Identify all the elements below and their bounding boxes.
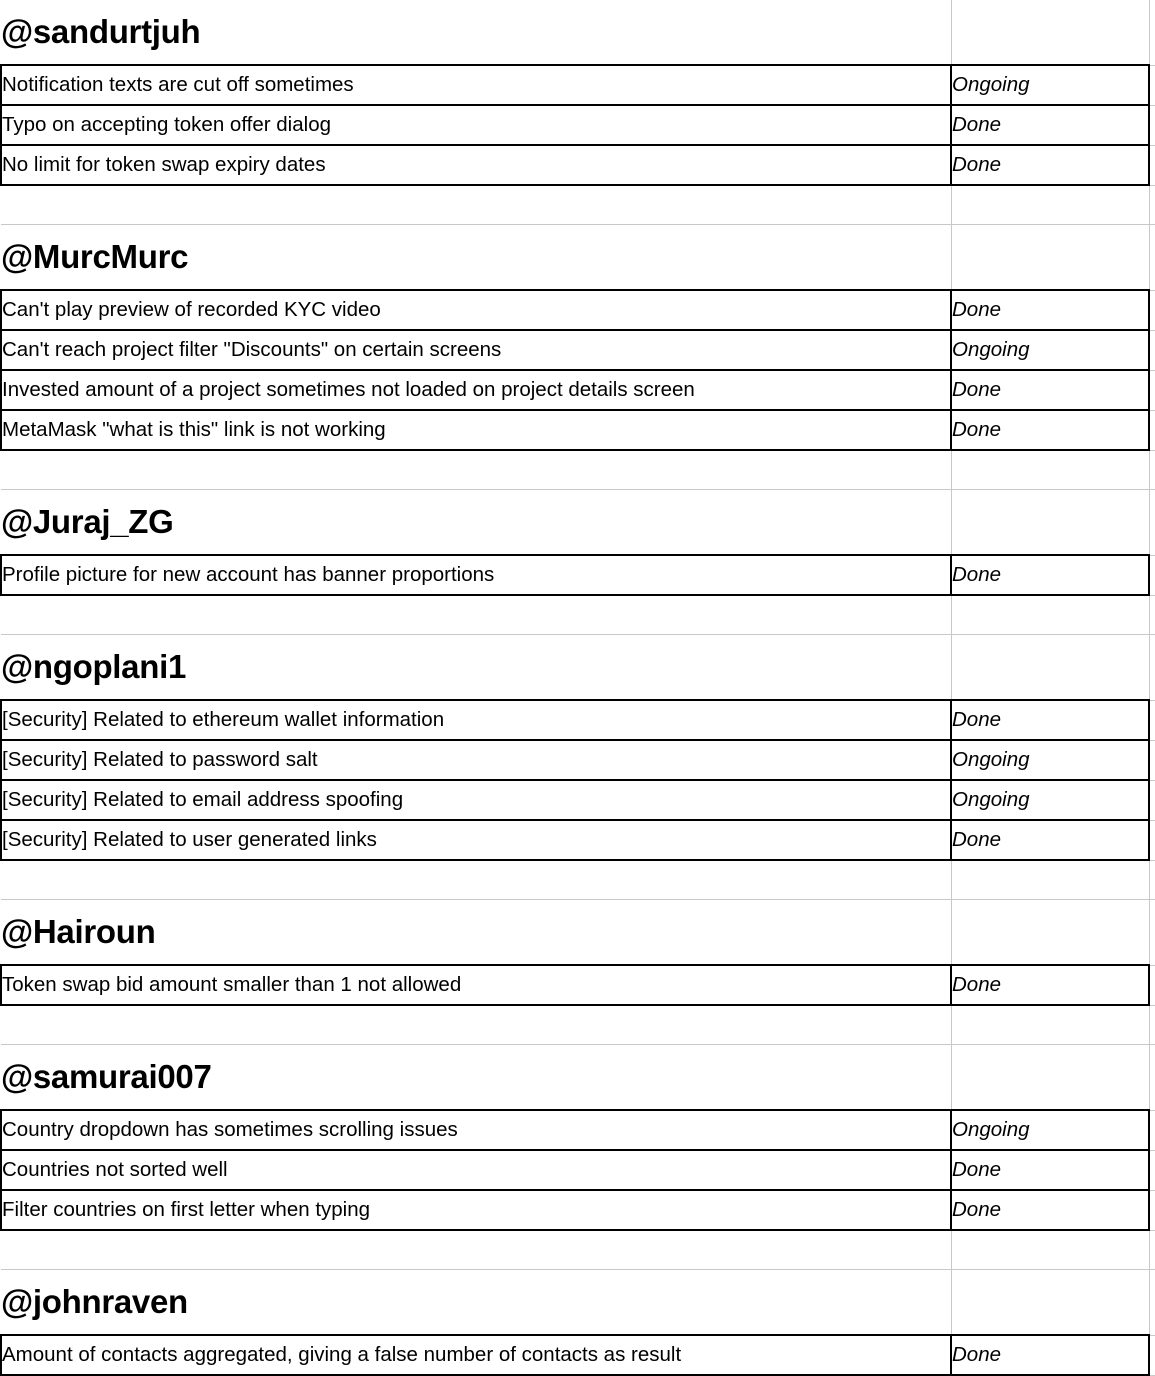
section-header-status-cell	[951, 1045, 1149, 1111]
row-tail-cell	[1149, 290, 1155, 330]
section-header-tail-cell	[1149, 635, 1155, 701]
table-row[interactable]	[1, 105, 1155, 145]
table-row[interactable]	[1, 1110, 1155, 1150]
spacer-cell	[1, 595, 951, 635]
row-tail-cell	[1149, 740, 1155, 780]
spacer-cell-status	[951, 450, 1149, 490]
status-badge[interactable]: Done	[951, 145, 1149, 185]
section-header-tail-cell	[1149, 225, 1155, 291]
issue-label[interactable]: Typo on accepting token offer dialog	[1, 105, 951, 145]
status-badge[interactable]: Ongoing	[951, 330, 1149, 370]
spacer-cell-tail	[1149, 1230, 1155, 1270]
section-header-status-cell	[951, 0, 1149, 65]
table-row[interactable]	[1, 700, 1155, 740]
spacer-row	[1, 185, 1155, 225]
section-header-row	[1, 490, 1155, 556]
status-badge[interactable]: Done	[951, 370, 1149, 410]
status-badge[interactable]: Done	[951, 700, 1149, 740]
spacer-row	[1, 1005, 1155, 1045]
row-tail-cell	[1149, 555, 1155, 595]
table-row[interactable]	[1, 965, 1155, 1005]
table-row[interactable]	[1, 820, 1155, 860]
section-header-tail-cell	[1149, 1045, 1155, 1111]
section-header-row	[1, 1270, 1155, 1336]
status-badge[interactable]: Done	[951, 105, 1149, 145]
spacer-cell-tail	[1149, 595, 1155, 635]
issue-label[interactable]: [Security] Related to ethereum wallet information	[1, 700, 951, 740]
row-tail-cell	[1149, 1335, 1155, 1375]
issue-label[interactable]: Can't reach project filter "Discounts" on certain screens	[1, 330, 951, 370]
section-header-tail-cell	[1149, 0, 1155, 65]
table-row[interactable]	[1, 65, 1155, 105]
issue-label[interactable]: [Security] Related to password salt	[1, 740, 951, 780]
section-user-label: @ngoplani1	[1, 635, 951, 701]
status-badge[interactable]: Done	[951, 1150, 1149, 1190]
section-user-label: @Juraj_ZG	[1, 490, 951, 556]
table-row[interactable]	[1, 1335, 1155, 1375]
status-badge[interactable]: Done	[951, 1335, 1149, 1375]
issue-label[interactable]: Amount of contacts aggregated, giving a false number of contacts as result	[1, 1335, 951, 1375]
status-badge[interactable]: Done	[951, 410, 1149, 450]
spacer-cell	[1, 185, 951, 225]
table-row[interactable]	[1, 410, 1155, 450]
issue-label[interactable]: [Security] Related to user generated links	[1, 820, 951, 860]
section-header-tail-cell	[1149, 490, 1155, 556]
status-badge[interactable]: Done	[951, 555, 1149, 595]
row-tail-cell	[1149, 330, 1155, 370]
status-badge[interactable]: Done	[951, 965, 1149, 1005]
table-row[interactable]	[1, 145, 1155, 185]
row-tail-cell	[1149, 1150, 1155, 1190]
table-row[interactable]	[1, 1150, 1155, 1190]
spacer-cell	[1, 1230, 951, 1270]
row-tail-cell	[1149, 1110, 1155, 1150]
section-header-row	[1, 1045, 1155, 1111]
spacer-row	[1, 450, 1155, 490]
row-tail-cell	[1149, 1190, 1155, 1230]
section-header-status-cell	[951, 635, 1149, 701]
table-row[interactable]	[1, 555, 1155, 595]
spacer-cell-tail	[1149, 185, 1155, 225]
row-tail-cell	[1149, 780, 1155, 820]
section-user-label: @johnraven	[1, 1270, 951, 1336]
section-header-tail-cell	[1149, 1270, 1155, 1336]
status-badge[interactable]: Done	[951, 290, 1149, 330]
section-user-label: @MurcMurc	[1, 225, 951, 291]
spacer-cell-status	[951, 595, 1149, 635]
issue-label[interactable]: Invested amount of a project sometimes not loaded on project details screen	[1, 370, 951, 410]
section-header-row	[1, 0, 1155, 65]
status-badge[interactable]: Done	[951, 1190, 1149, 1230]
row-tail-cell	[1149, 965, 1155, 1005]
issue-label[interactable]: [Security] Related to email address spoofing	[1, 780, 951, 820]
spacer-row	[1, 595, 1155, 635]
table-row[interactable]	[1, 370, 1155, 410]
spacer-row	[1, 860, 1155, 900]
row-tail-cell	[1149, 105, 1155, 145]
row-tail-cell	[1149, 700, 1155, 740]
issue-label[interactable]: MetaMask "what is this" link is not working	[1, 410, 951, 450]
section-header-status-cell	[951, 1270, 1149, 1336]
section-header-status-cell	[951, 490, 1149, 556]
issue-label[interactable]: No limit for token swap expiry dates	[1, 145, 951, 185]
row-tail-cell	[1149, 410, 1155, 450]
spacer-cell-tail	[1149, 1005, 1155, 1045]
spacer-cell-tail	[1149, 860, 1155, 900]
table-row[interactable]	[1, 330, 1155, 370]
spacer-cell	[1, 860, 951, 900]
row-tail-cell	[1149, 820, 1155, 860]
spacer-cell-status	[951, 1230, 1149, 1270]
row-tail-cell	[1149, 370, 1155, 410]
section-user-label: @samurai007	[1, 1045, 951, 1111]
issue-label[interactable]: Country dropdown has sometimes scrolling issues	[1, 1110, 951, 1150]
table-row[interactable]	[1, 780, 1155, 820]
section-header-row	[1, 635, 1155, 701]
issue-label[interactable]: Can't play preview of recorded KYC video	[1, 290, 951, 330]
table-row[interactable]	[1, 290, 1155, 330]
row-tail-cell	[1149, 65, 1155, 105]
status-badge[interactable]: Ongoing	[951, 1110, 1149, 1150]
table-row[interactable]	[1, 740, 1155, 780]
status-badge[interactable]: Done	[951, 820, 1149, 860]
issue-label[interactable]: Token swap bid amount smaller than 1 not allowed	[1, 965, 951, 1005]
section-header-row	[1, 900, 1155, 966]
spacer-cell	[1, 1005, 951, 1045]
section-header-tail-cell	[1149, 900, 1155, 966]
issue-label[interactable]: Countries not sorted well	[1, 1150, 951, 1190]
section-user-label: @Hairoun	[1, 900, 951, 966]
status-badge[interactable]: Ongoing	[951, 780, 1149, 820]
section-header-status-cell	[951, 900, 1149, 966]
spacer-cell-status	[951, 185, 1149, 225]
spacer-cell	[1, 450, 951, 490]
spacer-cell-tail	[1149, 450, 1155, 490]
issue-label[interactable]: Notification texts are cut off sometimes	[1, 65, 951, 105]
section-user-label: @sandurtjuh	[1, 0, 951, 65]
spacer-cell-status	[951, 1005, 1149, 1045]
spacer-row	[1, 1230, 1155, 1270]
status-badge[interactable]: Ongoing	[951, 65, 1149, 105]
spacer-cell-status	[951, 860, 1149, 900]
row-tail-cell	[1149, 145, 1155, 185]
issue-label[interactable]: Filter countries on first letter when typing	[1, 1190, 951, 1230]
table-row[interactable]	[1, 1190, 1155, 1230]
issue-label[interactable]: Profile picture for new account has banner proportions	[1, 555, 951, 595]
status-badge[interactable]: Ongoing	[951, 740, 1149, 780]
section-header-status-cell	[951, 225, 1149, 291]
section-header-row	[1, 225, 1155, 291]
